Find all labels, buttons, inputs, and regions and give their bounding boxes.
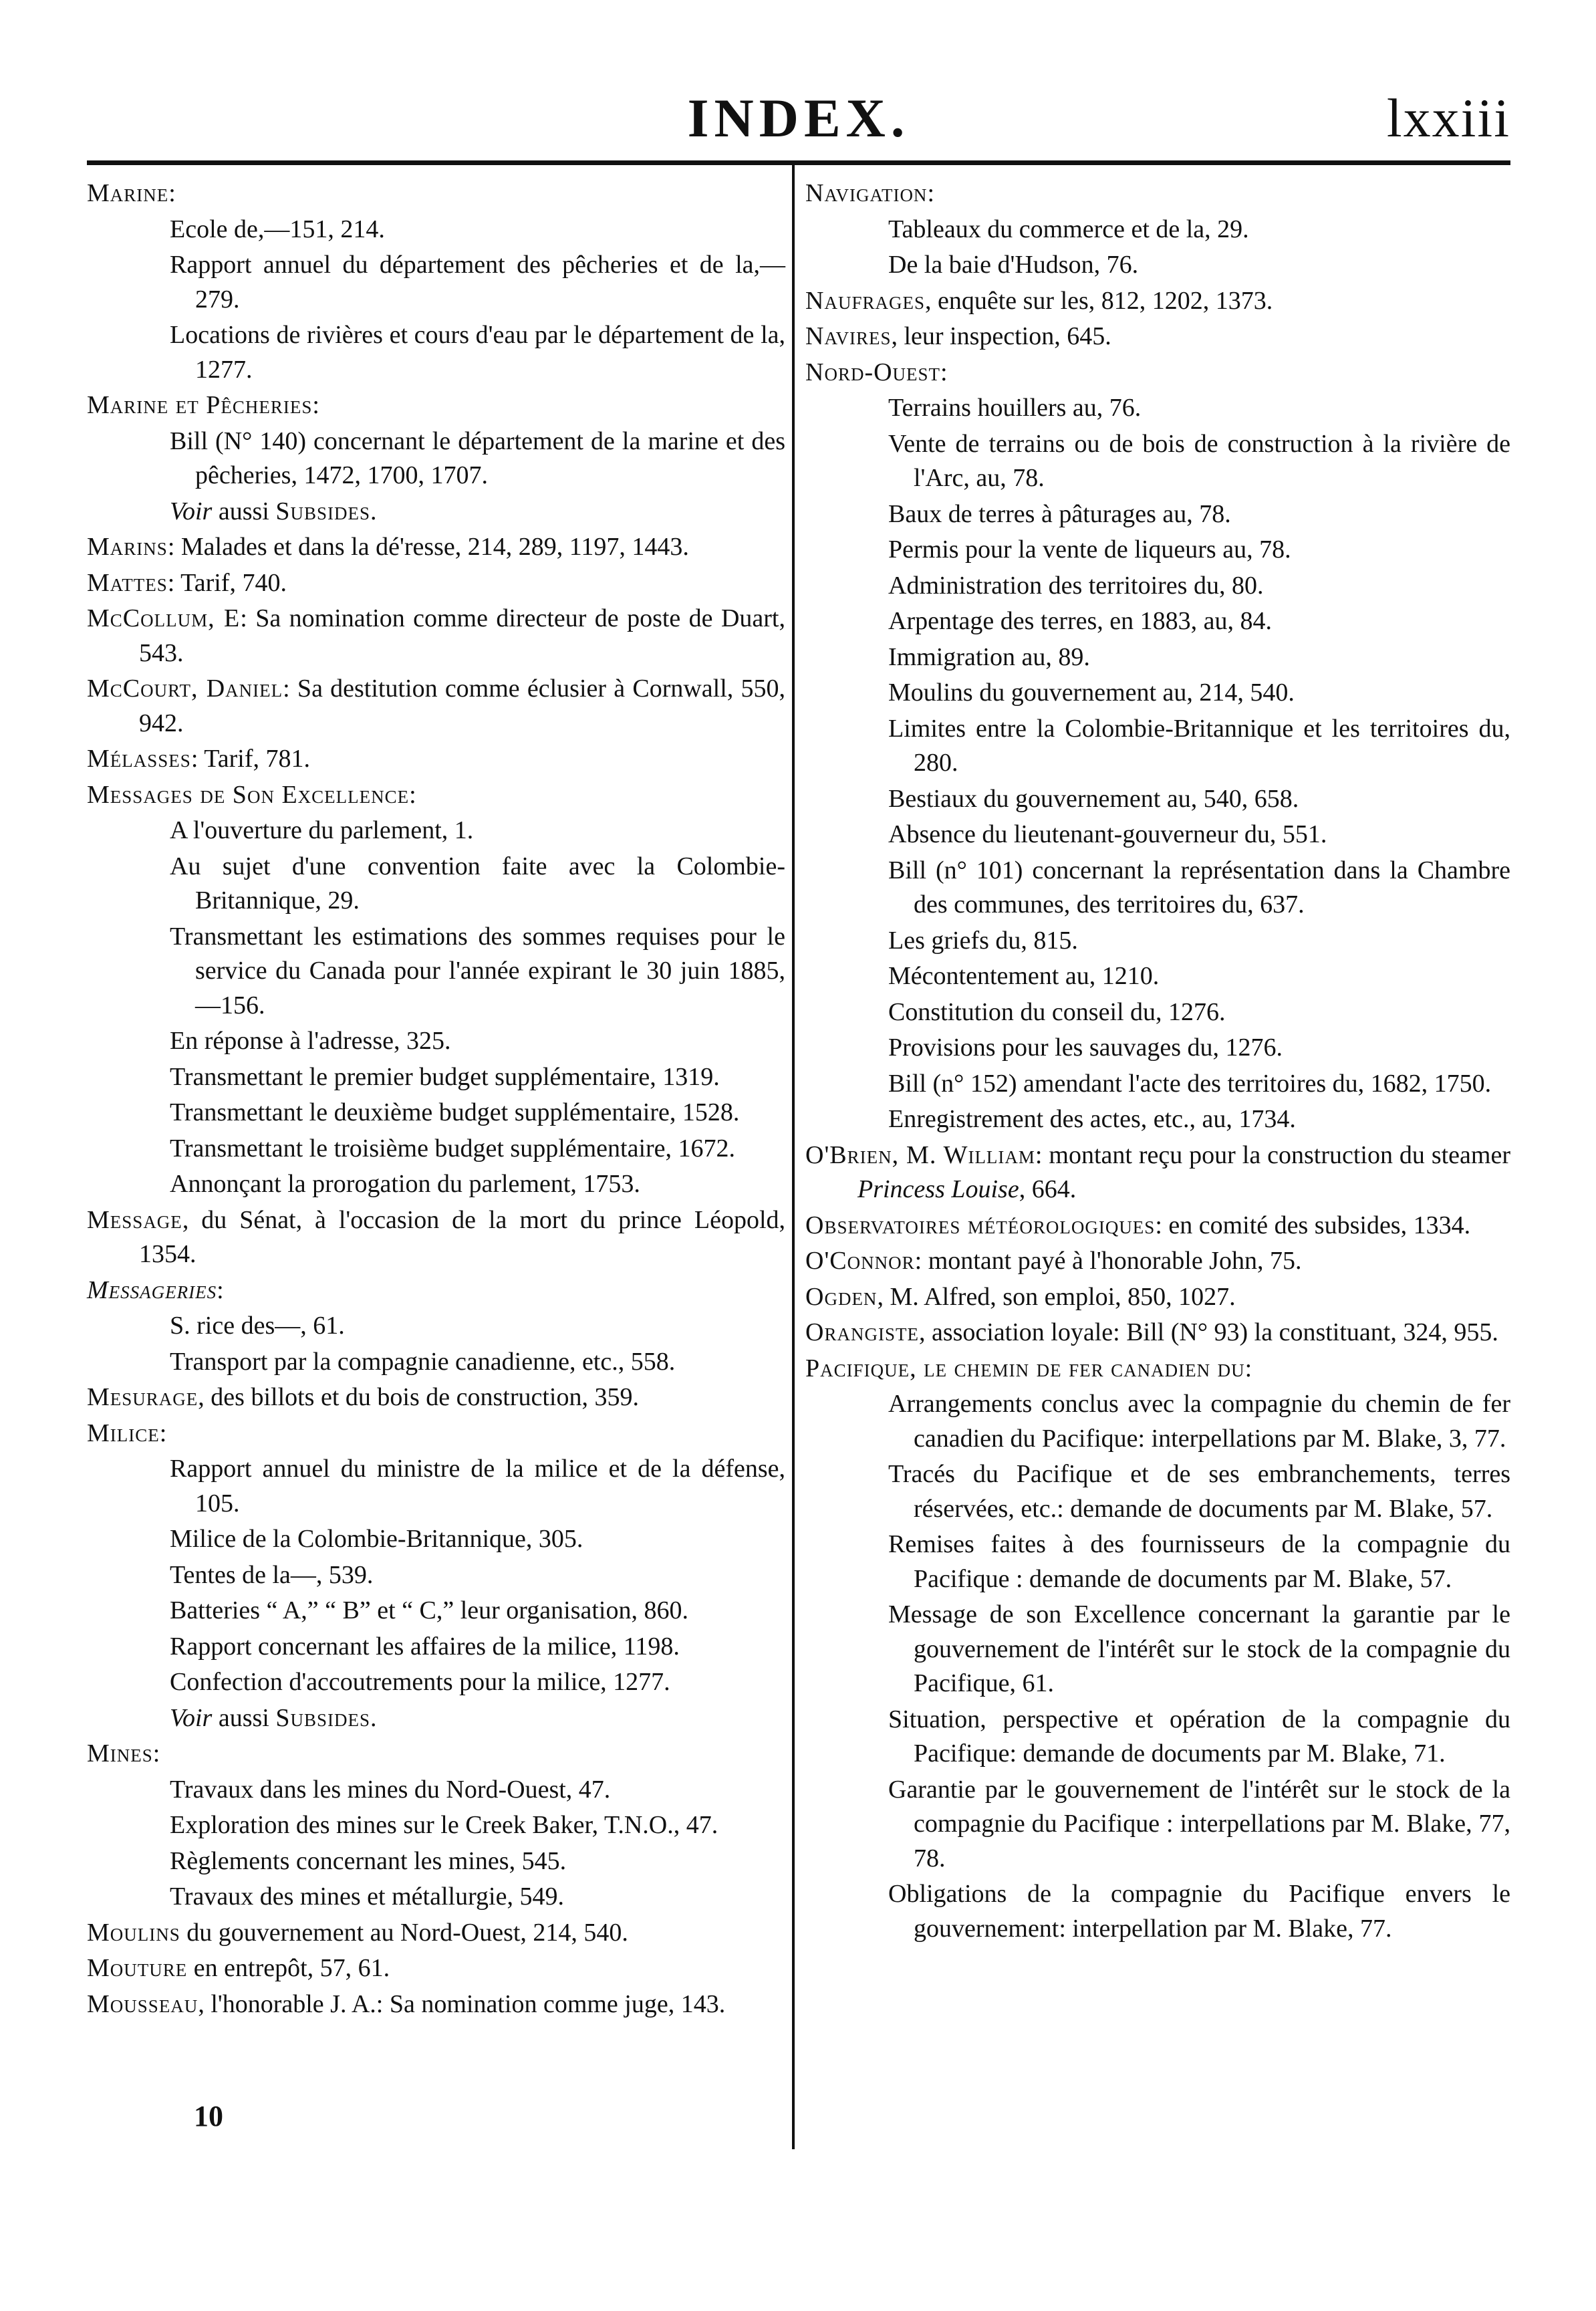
index-subentry: [805, 640, 1510, 675]
entry-text: Tableaux du commerce et de la, 29.: [888, 215, 1249, 243]
index-subentry: [805, 497, 1510, 532]
index-heading: [805, 1280, 1510, 1315]
entry-text: Immigration au, 89.: [888, 642, 1090, 671]
entry-text: Mécontentement au, 1210.: [888, 962, 1160, 990]
entry-text: Administration des territoires du, 80.: [888, 571, 1264, 600]
index-subentry: [805, 1031, 1510, 1066]
index-subentry: [87, 1060, 785, 1095]
index-heading: [805, 1316, 1510, 1350]
index-subentry: [87, 1452, 785, 1521]
index-heading: [87, 388, 785, 423]
entry-italic-title: Princess Louise: [857, 1175, 1019, 1203]
index-subentry: [87, 1808, 785, 1843]
index-heading: [805, 1352, 1510, 1386]
entry-text: , des billots et du bois de construction, 359.: [198, 1383, 639, 1411]
entry-head: Mesurage: [87, 1383, 198, 1411]
entry-text: , M. Alfred, son emploi, 850, 1027.: [877, 1282, 1236, 1311]
index-subentry: [805, 1703, 1510, 1772]
index-heading: [87, 1916, 785, 1951]
entry-text: Absence du lieutenant-gouverneur du, 551.: [888, 820, 1327, 848]
entry-head: O'Connor: [805, 1247, 915, 1275]
index-subentry: [805, 1067, 1510, 1102]
entry-text: : Sa nomination comme directeur de poste de Duart, 543.: [139, 604, 785, 667]
index-subentry: [87, 1345, 785, 1380]
entry-crossref: Subsides.: [275, 1703, 378, 1732]
index-subentry: [805, 712, 1510, 781]
index-subentry: [87, 1167, 785, 1202]
entry-text: :: [927, 179, 934, 207]
entry-text: , leur inspection, 645.: [891, 322, 1111, 350]
entry-text: Ecole de,—151, 214.: [170, 215, 385, 243]
index-subentry: [805, 533, 1510, 568]
entry-text: S. rice des—, 61.: [170, 1312, 345, 1340]
entry-text: Vente de terrains ou de bois de construction à la rivière de l'Arc, au, 78.: [888, 429, 1510, 492]
entry-head: Navigation: [805, 179, 928, 207]
entry-text: :: [312, 391, 319, 419]
entry-text: Bill (n° 152) amendant l'acte des territoires du, 1682, 1750.: [888, 1069, 1492, 1098]
entry-text: Batteries “ A,” “ B” et “ C,” leur organisation, 860.: [170, 1596, 688, 1624]
entry-text: Constitution du conseil du, 1276.: [888, 997, 1226, 1026]
index-subentry: [87, 850, 785, 919]
index-subentry: [805, 1877, 1510, 1946]
index-heading: [87, 530, 785, 565]
entry-text: :: [159, 1419, 167, 1447]
index-subentry: [87, 1773, 785, 1808]
index-subentry: [805, 959, 1510, 994]
index-subentry: [805, 604, 1510, 639]
entry-text: Enregistrement des actes, etc., au, 1734.: [888, 1105, 1296, 1133]
entry-text: , l'honorable J. A.: Sa nomination comme juge, 143.: [198, 1989, 726, 2018]
entry-text: Rapport annuel du ministre de la milice et de la défense, 105.: [170, 1455, 785, 1517]
index-subentry: [87, 318, 785, 387]
index-heading: [87, 742, 785, 777]
entry-text: : en comité des subsides, 1334.: [1155, 1211, 1471, 1239]
entry-text: Règlements concernant les mines, 545.: [170, 1846, 567, 1875]
index-heading: [805, 176, 1510, 211]
entry-text: Travaux des mines et métallurgie, 549.: [170, 1882, 564, 1911]
index-subentry: [805, 248, 1510, 283]
index-heading: [87, 1273, 785, 1308]
entry-head: Orangiste: [805, 1318, 919, 1346]
index-heading: [805, 284, 1510, 319]
entry-text: Bestiaux du gouvernement au, 540, 658.: [888, 784, 1299, 813]
index-subentry: [805, 995, 1510, 1030]
entry-text: aussi: [212, 1703, 276, 1732]
index-subentry: [87, 920, 785, 1023]
page-header: [87, 87, 1510, 160]
index-heading: [87, 176, 785, 211]
entry-text: : Tarif, 740.: [167, 568, 287, 597]
index-subentry: [805, 391, 1510, 426]
entry-text: De la baie d'Hudson, 76.: [888, 251, 1139, 279]
entry-head: Naufrages: [805, 286, 925, 315]
entry-text: , enquête sur les, 812, 1202, 1373.: [924, 286, 1273, 315]
entry-text: , du Sénat, à l'occasion de la mort du prince Léopold, 1354.: [139, 1205, 785, 1268]
entry-text: Situation, perspective et opération de la compagnie du Pacifique: demande de documents par M. Blake, 71.: [888, 1705, 1510, 1768]
entry-text: : montant payé à l'honorable John, 75.: [914, 1247, 1302, 1275]
index-subentry: [87, 213, 785, 247]
entry-text: : Malades et dans la dé'resse, 214, 289, 1197, 1443.: [167, 533, 689, 561]
index-subentry: [805, 1528, 1510, 1596]
index-subentry: [87, 1132, 785, 1167]
entry-text: Garantie par le gouvernement de l'intérêt sur le stock de la compagnie du Pacifique : interpellations par M. Blake, 77, 78.: [888, 1775, 1510, 1872]
entry-text: Terrains houillers au, 76.: [888, 394, 1142, 422]
entry-head: Messageries: [87, 1275, 217, 1304]
entry-text: aussi: [212, 497, 276, 525]
entry-text: Milice de la Colombie-Britannique, 305.: [170, 1525, 583, 1553]
entry-head: Marine et Pêcheries: [87, 391, 313, 419]
entry-head: O'Brien, M. William: [805, 1140, 1035, 1169]
entry-head: Nord-Ouest: [805, 358, 941, 386]
entry-text: Tracés du Pacifique et de ses embranchements, terres réservées, etc.: demande de documents par M. Blake, 57.: [888, 1460, 1510, 1523]
index-heading: [805, 320, 1510, 354]
index-subentry: [805, 782, 1510, 817]
index-subentry: [805, 569, 1510, 604]
entry-text: Arrangements conclus avec la compagnie du chemin de fer canadien du Pacifique: interpellations par M. Blake, 3, 77.: [888, 1390, 1510, 1453]
entry-text: Transmettant le deuxième budget supplémentaire, 1528.: [170, 1098, 740, 1126]
entry-head: Mattes: [87, 568, 168, 597]
entry-text: :: [152, 1739, 160, 1768]
entry-text: A l'ouverture du parlement, 1.: [170, 816, 474, 844]
entry-head: Message: [87, 1205, 182, 1234]
entry-text: Arpentage des terres, en 1883, au, 84.: [888, 607, 1273, 635]
index-subentry: [87, 1522, 785, 1557]
entry-italic: Voir: [170, 1703, 213, 1732]
index-subentry: [805, 676, 1510, 711]
entry-head: Marins: [87, 533, 168, 561]
entry-head: Marine: [87, 179, 169, 207]
entry-text: Transmettant le troisième budget supplémentaire, 1672.: [170, 1134, 736, 1163]
index-heading: [87, 1380, 785, 1415]
entry-text: Permis pour la vente de liqueurs au, 78.: [888, 535, 1291, 564]
index-heading: [87, 566, 785, 601]
index-heading: [87, 1203, 785, 1272]
entry-text: Rapport annuel du département des pêcheries et de la,— 279.: [170, 251, 785, 314]
index-subentry: [87, 1594, 785, 1628]
entry-text: Obligations de la compagnie du Pacifique envers le gouvernement: interpellation par M. Blake, 77.: [888, 1880, 1510, 1943]
index-heading: [805, 1244, 1510, 1279]
entry-text: Travaux dans les mines du Nord-Ouest, 47.: [170, 1775, 611, 1804]
entry-text: Moulins du gouvernement au, 214, 540.: [888, 679, 1295, 707]
entry-head: Mouture: [87, 1954, 188, 1982]
entry-text: Provisions pour les sauvages du, 1276.: [888, 1033, 1283, 1062]
entry-text: Rapport concernant les affaires de la milice, 1198.: [170, 1632, 680, 1661]
entry-text: Les griefs du, 815.: [888, 926, 1078, 955]
entry-crossref: Subsides.: [275, 497, 378, 525]
entry-head: Mines: [87, 1739, 153, 1768]
index-heading: [87, 1417, 785, 1451]
index-heading: [87, 1737, 785, 1772]
column-divider: [792, 164, 795, 2149]
entry-text: : Sa destitution comme éclusier à Cornwall, 550, 942.: [139, 675, 785, 737]
index-subentry: [805, 854, 1510, 923]
index-subentry: [805, 924, 1510, 959]
index-subentry: [87, 1309, 785, 1344]
entry-head: Moulins: [87, 1918, 180, 1947]
entry-head: Messages de Son Excellence: [87, 780, 410, 809]
entry-text: Message de son Excellence concernant la garantie par le gouvernement de l'intérêt sur le stock de la compagnie du Pacifique, 61.: [888, 1600, 1510, 1697]
index-subentry: [805, 818, 1510, 852]
entry-text: Bill (n° 101) concernant la représentation dans la Chambre des communes, des territoires du, 637.: [888, 856, 1510, 919]
index-heading: [805, 356, 1510, 390]
entry-text: : Tarif, 781.: [190, 745, 310, 773]
right-index-column: [805, 176, 1510, 1947]
entry-head: Milice: [87, 1419, 160, 1447]
page-title: INDEX.: [687, 88, 910, 148]
entry-text: :: [409, 780, 416, 809]
index-subentry: [87, 1630, 785, 1665]
entry-text: Confection d'accoutrements pour la milice, 1277.: [170, 1668, 670, 1696]
entry-head: Navires: [805, 322, 892, 350]
index-subentry: [87, 1880, 785, 1915]
entry-text: Exploration des mines sur le Creek Baker, T.N.O., 47.: [170, 1811, 718, 1839]
index-subentry: [87, 248, 785, 317]
index-subentry: [87, 1665, 785, 1700]
entry-head: Ogden: [805, 1282, 878, 1311]
index-subentry: [805, 1773, 1510, 1876]
entry-head: Mélasses: [87, 745, 191, 773]
index-subentry: [87, 814, 785, 848]
index-heading: [87, 1951, 785, 1986]
entry-text: Remises faites à des fournisseurs de la compagnie du Pacifique : demande de documents par M. Blake, 57.: [888, 1530, 1510, 1593]
index-subentry: [87, 424, 785, 493]
entry-italic: Voir: [170, 497, 213, 525]
index-subentry: [87, 1024, 785, 1059]
entry-text: Annonçant la prorogation du parlement, 1753.: [170, 1170, 640, 1198]
index-subentry: [805, 1457, 1510, 1526]
entry-text: du gouvernement au Nord-Ouest, 214, 540.: [180, 1918, 628, 1947]
entry-text: Au sujet d'une convention faite avec la Colombie-Britannique, 29.: [170, 852, 785, 915]
index-subentry: [87, 495, 785, 529]
entry-head: McCollum, E: [87, 604, 241, 632]
index-subentry: [805, 1102, 1510, 1137]
index-heading: [87, 602, 785, 671]
index-subentry: [805, 427, 1510, 496]
entry-text: :: [1244, 1354, 1252, 1382]
entry-text: Tentes de la—, 539.: [170, 1560, 374, 1589]
entry-text: en entrepôt, 57, 61.: [187, 1954, 390, 1982]
header-rule: [87, 160, 1510, 165]
entry-text: En réponse à l'adresse, 325.: [170, 1027, 451, 1055]
index-heading: [805, 1138, 1510, 1207]
index-subentry: [87, 1701, 785, 1736]
signature-mark: 10: [194, 2100, 223, 2133]
left-index-column: [87, 176, 785, 2023]
index-heading: [805, 1209, 1510, 1243]
index-subentry: [87, 1844, 785, 1879]
entry-text: Baux de terres à pâturages au, 78.: [888, 499, 1231, 528]
index-subentry: [805, 213, 1510, 247]
entry-text: :: [168, 179, 176, 207]
index-subentry: [87, 1096, 785, 1130]
index-subentry: [805, 1387, 1510, 1456]
index-heading: [87, 778, 785, 813]
entry-text: Transport par la compagnie canadienne, etc., 558.: [170, 1347, 676, 1376]
index-subentry: [805, 1598, 1510, 1701]
entry-head: Observatoires météorologiques: [805, 1211, 1156, 1239]
entry-text: :: [940, 358, 948, 386]
entry-text: Bill (N° 140) concernant le département de la marine et des pêcheries, 1472, 1700, 1707.: [170, 427, 785, 489]
entry-text: :: [217, 1275, 224, 1304]
entry-head: Pacifique, le chemin de fer canadien du: [805, 1354, 1245, 1382]
entry-text-tail: , 664.: [1019, 1175, 1077, 1203]
entry-text: , association loyale: Bill (N° 93) la constituant, 324, 955.: [918, 1318, 1498, 1346]
page-number: lxxiii: [1386, 88, 1510, 148]
index-heading: [87, 672, 785, 741]
index-heading: [87, 1987, 785, 2022]
entry-head: McCourt, Daniel: [87, 675, 283, 703]
entry-text: : montant reçu pour la construction du steamer: [1035, 1140, 1510, 1169]
entry-head: Mousseau: [87, 1989, 198, 2018]
entry-text: Limites entre la Colombie-Britannique et les territoires du, 280.: [888, 714, 1510, 777]
index-subentry: [87, 1558, 785, 1593]
entry-text: Locations de rivières et cours d'eau par le département de la, 1277.: [170, 321, 785, 384]
entry-text: Transmettant le premier budget supplémentaire, 1319.: [170, 1062, 720, 1091]
entry-text: Transmettant les estimations des sommes requises pour le service du Canada pour l'année expirant le 30 juin 1885,—156.: [170, 922, 785, 1019]
